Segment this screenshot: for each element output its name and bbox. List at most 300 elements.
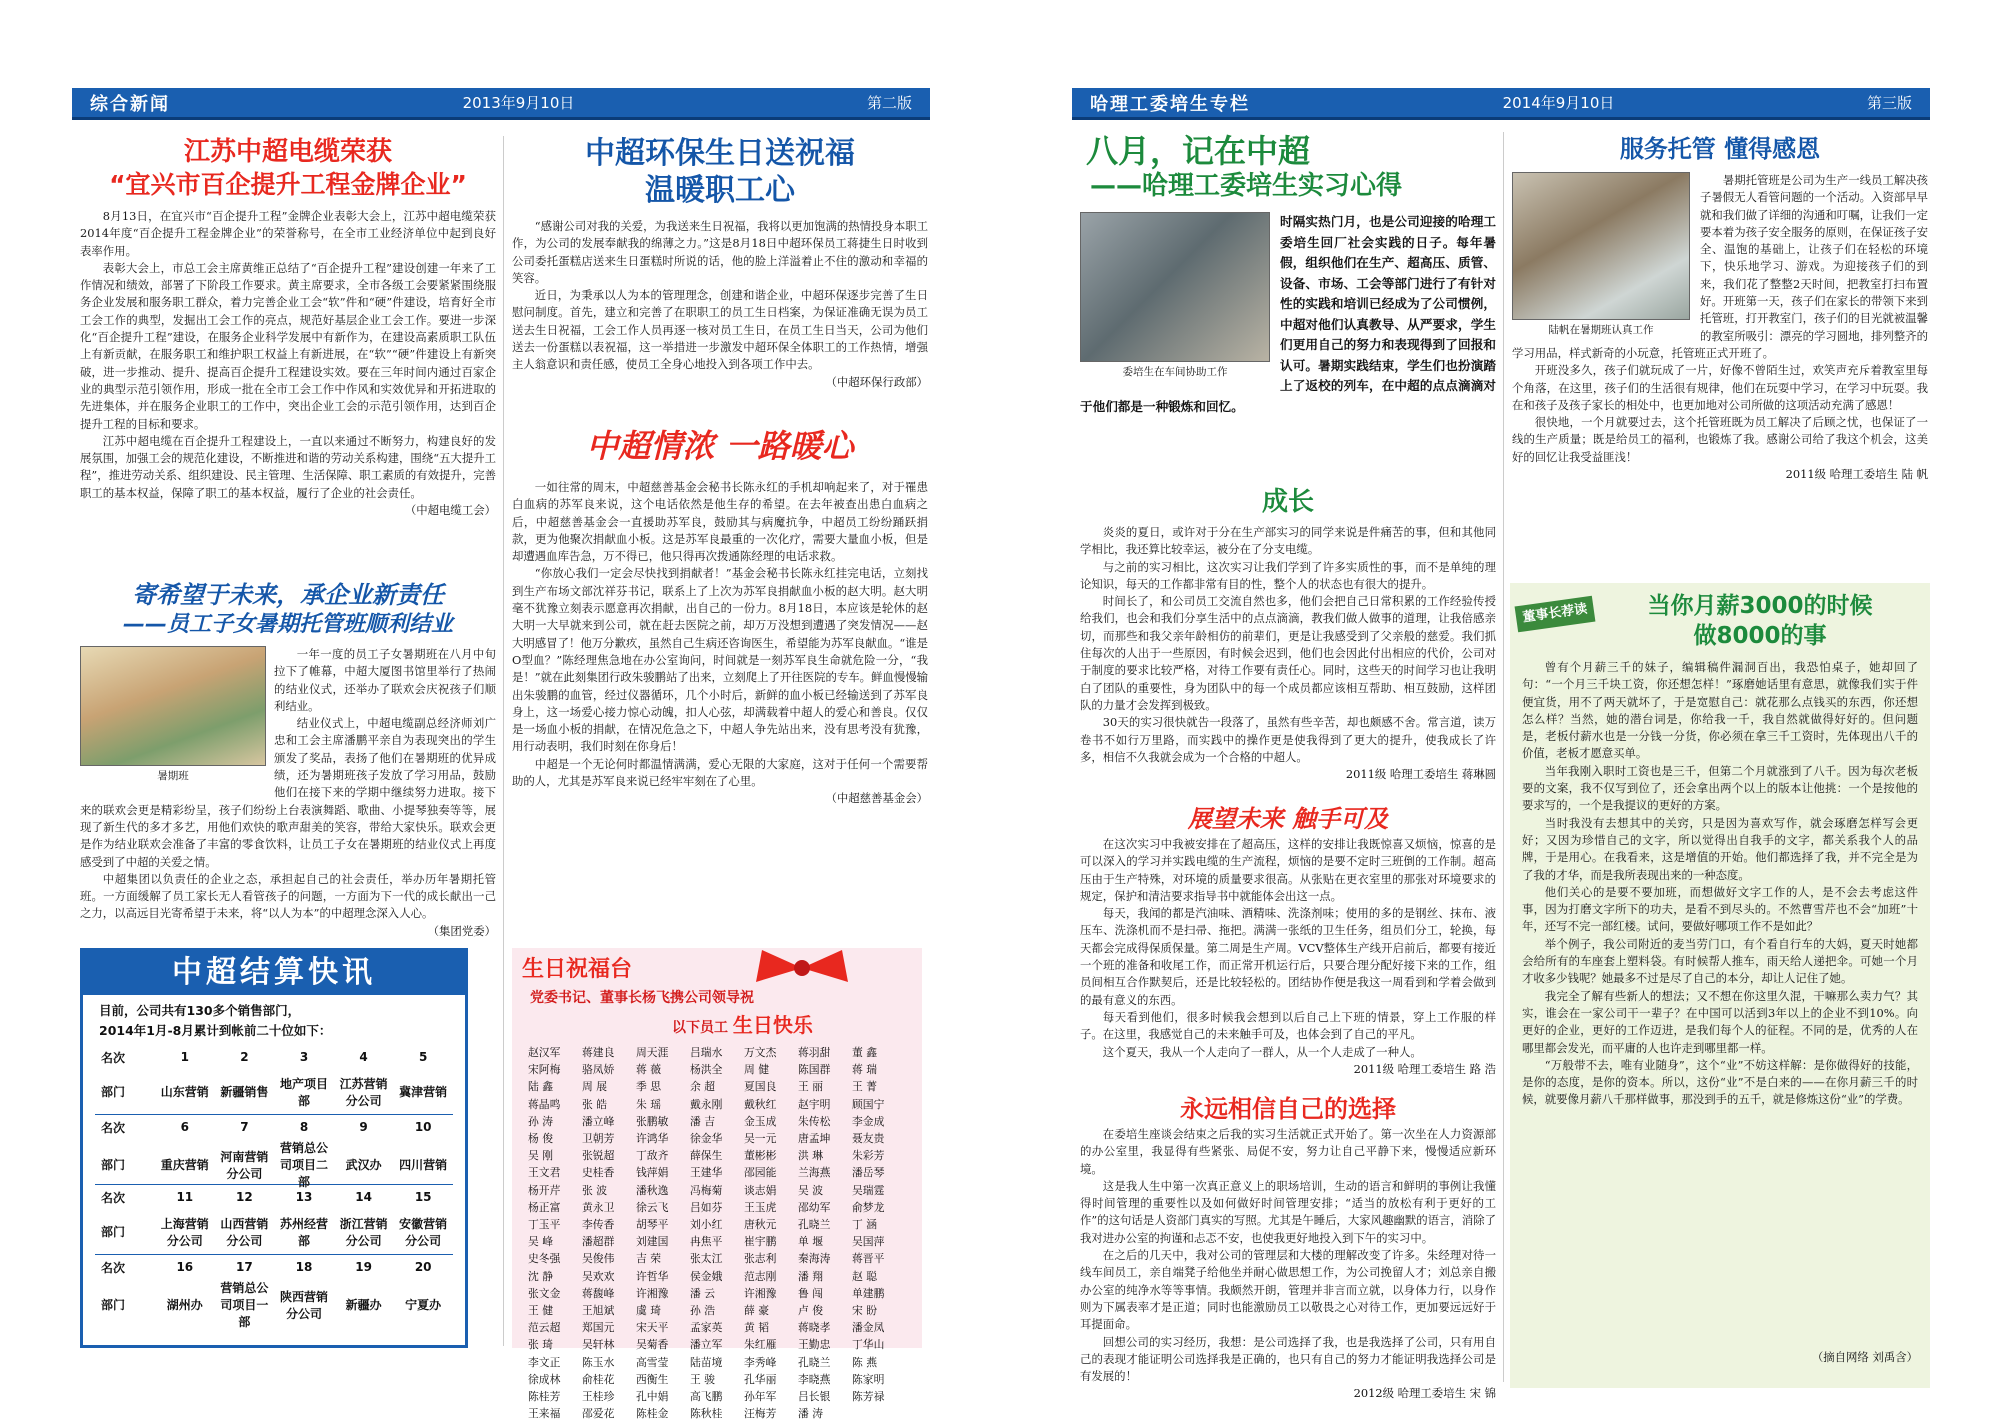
employee-name: 黄 韬 — [744, 1321, 770, 1335]
byline: （摘自网络 刘禹含） — [1811, 1350, 1918, 1364]
rank-cell: 14 — [355, 1190, 372, 1204]
intro-line: 2014年1月-8月累计到帐前二十位如下： — [99, 1023, 332, 1038]
rank-cell: 10 — [414, 1120, 432, 1134]
rank-row — [95, 1255, 453, 1279]
employee-name: 蒋 瑞 — [852, 1063, 878, 1077]
photo-caption: 暑期班 — [157, 770, 189, 782]
article-blood-donation — [512, 421, 928, 948]
article-award — [80, 136, 496, 602]
employee-name: 蒋馥峰 — [582, 1286, 615, 1300]
page-two — [72, 88, 930, 1421]
employee-name: 西衡生 — [636, 1372, 669, 1386]
dept-label: 部门 — [101, 1158, 126, 1172]
rank-cell: 18 — [295, 1260, 313, 1274]
rank-cell: 3 — [299, 1050, 309, 1064]
paragraph: 这是我人生中第一次真正意义上的职场培训，生动的语言和鲜明的事例让我懂得时间管理的重要性以及如何做好时间管理安排；“适当的放松有利于更好的工作”的这句话是人资部门真实的写照。尤其是午睡后，大家风趣幽默的语言，消除了我对进办公室的拘谨和忐忑不安，也使我更好地投入到下午的实习中。 — [1080, 1178, 1496, 1245]
rank-cell: 6 — [180, 1120, 189, 1134]
summer-class-photo — [80, 646, 266, 766]
recommended-reading-box — [1510, 583, 1930, 1388]
headline: 江苏中超电缆荣获 — [183, 137, 392, 167]
employee-name: 许鸿华 — [636, 1132, 669, 1146]
photo-block — [1512, 172, 1690, 340]
employee-name: 丁玉平 — [528, 1218, 561, 1232]
employee-name: 赵汉军 — [528, 1046, 561, 1059]
dept-label: 部门 — [101, 1225, 126, 1239]
employee-name: 赵 聪 — [852, 1269, 878, 1283]
employee-name: 徐云飞 — [636, 1200, 669, 1214]
dept-cell: 营销总公司项目二部 — [279, 1141, 328, 1189]
dept-cell: 新疆办 — [345, 1298, 382, 1312]
dept-cell: 江苏营销分公司 — [339, 1076, 388, 1108]
photo-caption: 委培生在车间协助工作 — [1122, 366, 1228, 378]
column-divider — [1503, 132, 1504, 1382]
dept-cell: 苏州经营部 — [279, 1216, 328, 1248]
employee-name: 邵幼军 — [798, 1200, 831, 1214]
paragraph: 每天看到他们，很多时候我会想到以后自己上下班的情景，穿上工作服的样子。在这里，我感觉自己的未来触手可及，也体会到了自己的平凡。 — [1080, 1009, 1496, 1042]
article-body — [1080, 524, 1496, 766]
rank-label: 名次 — [101, 1260, 126, 1275]
dept-cell: 湖州办 — [166, 1298, 203, 1312]
employee-name: 虞 琦 — [636, 1304, 662, 1318]
employee-name: 孙年军 — [744, 1390, 777, 1404]
rank-label: 名次 — [101, 1190, 126, 1205]
section-title: 综合新闻 — [90, 93, 170, 115]
paragraph: 他们关心的是要不要加班，而想做好文字工作的人，是不会去考虑这件事，因为打磨文字所下的功夫，是看不到尽头的。不然曹雪芹也不会“加班”十年，还写不完一部红楼。试问，要做好哪项工作不是如此？ — [1522, 884, 1918, 934]
section-title: 哈理工委培生专栏 — [1090, 93, 1250, 115]
dept-cell: 新疆销售 — [220, 1085, 269, 1099]
page-header — [72, 88, 930, 120]
headline-sub: ——员工子女暑期托管班顺利结业 — [122, 612, 453, 637]
dept-cell: 四川营销 — [399, 1158, 448, 1172]
employee-name: 洪 琳 — [798, 1149, 824, 1163]
birthday-subtitle-2 — [512, 1009, 922, 1038]
employee-name: 王建华 — [690, 1166, 723, 1180]
employee-name: 蒋建良 — [582, 1046, 615, 1059]
employee-name: 戴秋红 — [744, 1097, 777, 1111]
employee-name: 侯金娥 — [690, 1269, 723, 1283]
employee-name: 陆 鑫 — [528, 1080, 554, 1094]
byline: 2012级 哈理工委培生 宋 锦 — [1353, 1386, 1496, 1401]
paragraph: 暑期托管班是公司为生产一线员工解决孩子暑假无人看管问题的一个活动。入资部早早就和我们做了详细的沟通和叮嘱，让我们一定要本着为孩子安全服务的原则，在保证孩子安全、温饱的基础上，让孩子们在轻松的环境下，快乐地学习、游戏。为迎接孩子们的到来，我们花了整整2天时间，把教室打扫布置好。开班第一天，孩子们在家长的带领下来到托管班，打开教室门，孩子们的目光就被温馨的教室所吸引：漂亮的学习圆地，排列整齐的学习用品，样式新奇的小玩意，托管班正式开班了。 — [1512, 173, 1928, 360]
employee-name: 张文金 — [528, 1286, 561, 1300]
dept-row — [95, 1279, 453, 1329]
rank-cell: 5 — [419, 1050, 428, 1064]
box-title: 中超结算快讯 — [83, 951, 465, 995]
article-body — [512, 218, 928, 374]
employee-name: 吴轩林 — [582, 1338, 615, 1352]
employee-name: 陈家明 — [852, 1372, 885, 1386]
employee-name: 朱彩芳 — [852, 1149, 885, 1163]
employee-name: 孙 涛 — [528, 1114, 554, 1128]
workshop-photo — [1080, 212, 1270, 362]
employee-name: 唐秋元 — [744, 1218, 777, 1232]
employee-name: 潘 云 — [690, 1286, 716, 1300]
employee-name: 潘 翔 — [798, 1269, 824, 1283]
employee-name: 秦海涛 — [798, 1252, 831, 1266]
paragraph: 开班没多久，孩子们就玩成了一片，好像不曾陌生过，欢笑声充斥着教室里每个角落，在这里，孩子们的生活很有规律，他们在玩耍中学习，在学习中玩耍。我在和孩子及孩子家长的相处中，也更加地对公司所做的这项活动充满了感恩！ — [1512, 363, 1928, 412]
edition-label: 第二版 — [866, 94, 912, 112]
paragraph: 这个夏天，我从一个人走向了一群人，从一个人走成了一种人。 — [1102, 1044, 1422, 1059]
employee-name: 吴菊香 — [636, 1338, 669, 1352]
employee-name: 陈桂芳 — [528, 1390, 561, 1404]
employee-name: 陈桂金 — [636, 1407, 669, 1421]
dept-cell: 武汉办 — [345, 1158, 382, 1172]
employee-name: 蒋 薇 — [636, 1063, 662, 1077]
employee-name: 吕瑞水 — [690, 1046, 723, 1059]
employee-name: 史桂香 — [582, 1166, 615, 1180]
employee-name: 宋阿梅 — [528, 1063, 561, 1077]
rank-label: 名次 — [101, 1120, 126, 1135]
headline: 当你月薪3000的时候 — [1647, 593, 1873, 619]
employee-name: 潘 涛 — [798, 1407, 824, 1421]
employee-name: 丁 涵 — [852, 1218, 878, 1232]
photo-block — [80, 646, 266, 786]
employee-name: 史冬强 — [528, 1252, 561, 1266]
employee-name: 吴俊伟 — [582, 1252, 615, 1266]
employee-name: 卫朝芳 — [582, 1132, 615, 1146]
employee-name: 顾国宁 — [852, 1097, 885, 1111]
dept-cell: 冀津营销 — [399, 1085, 448, 1099]
employee-name: 陈 燕 — [852, 1355, 878, 1369]
employee-name: 李金成 — [852, 1114, 885, 1128]
rank-label: 名次 — [101, 1050, 126, 1065]
dept-cell: 山东营销 — [160, 1085, 209, 1099]
headline: 中超情浓 一路暖心 — [586, 427, 854, 465]
employee-name: 董 鑫 — [852, 1046, 878, 1059]
paragraph: 结业仪式上，中超电缆副总经济师刘广忠和工会主席潘鹏平亲自为表现突出的学生颁发了奖品，表扬了他们在暑期班的优异成绩，还为暑期班孩子发放了学习用品，鼓励他们在接下来的学期中继续努力进取。接下来的联欢会更是精彩纷呈，孩子们纷纷上台表演舞蹈、歌曲、小提琴独奏等等，展现了新生代的多才多艺，用他们欢快的歌声甜美的笑容，带给大家快乐。联欢会更是作为结业联欢会准备了丰富的零食饮料，让员工子女在暑期班的结业仪式上再度感受到了中超的关爱之情。 — [80, 716, 496, 869]
employee-name: 周 健 — [744, 1063, 770, 1077]
paragraph: 与之前的实习相比，这次实习让我们学到了许多实质性的事，而不是单纯的理论知识，每天的工作都非常有目的性，整个人的状态也有很大的提升。 — [1080, 559, 1496, 591]
employee-name: 骆凤娇 — [582, 1063, 615, 1077]
employee-name: 宋天平 — [636, 1321, 669, 1335]
settlement-news-box — [80, 948, 468, 1348]
employee-name: 杨洪全 — [690, 1063, 723, 1077]
rank-cell: 12 — [236, 1190, 253, 1204]
employee-name: 杨开芹 — [528, 1183, 561, 1197]
article-future — [1080, 802, 1496, 1088]
names-list — [528, 1044, 906, 1422]
employee-name: 谈志娟 — [744, 1183, 777, 1197]
headline: 服务托管 懂得感恩 — [1619, 135, 1821, 163]
employee-name: 周天涯 — [636, 1046, 669, 1059]
employee-name: 吴 刚 — [528, 1149, 554, 1163]
dept-row — [95, 1209, 453, 1255]
employee-name: 宋 盼 — [852, 1304, 878, 1318]
headline-sub: 温暖职工心 — [645, 173, 795, 208]
intro-text: 时隔实热门月，也是公司迎接的哈理工委培生回厂社会实践的日子。每年暑假，组织他们在生产、超高压、质管、设备、市场、工会等部门进行了有针对性的实践和培训已经成为了公司惯例，中超对他们认真教导、从严要求，学生们更用自己的努力和表现得到了回报和认可。暑期实践结束，学生们也扮演踏上了返校的列车，在中超的点点滴滴对于他们都是一种锻炼和回忆。 — [1080, 214, 1496, 414]
employee-name: 张 波 — [582, 1183, 608, 1197]
article-growth — [1080, 484, 1496, 802]
employee-name: 李晓燕 — [798, 1372, 831, 1386]
employee-name: 蒋羽甜 — [798, 1046, 831, 1059]
employee-name: 俞梦龙 — [852, 1200, 885, 1214]
employee-name: 张 皓 — [582, 1097, 608, 1111]
article-august — [1080, 132, 1496, 480]
paragraph: 一如往常的周末，中超慈善基金会秘书长陈永红的手机却响起来了，对于罹患白血病的苏军良来说，这个电话依然是他生存的希望。在去年被查出患白血病之后，中超慈善基金会一直援助苏军良，鼓励其与病魔抗争，中超员工纷纷踊跃捐款，更为他聚次捐献血小板。这是苏军良最重的一次化疗，需要大量血小板，但是却遭遇血库告急，万不得已，他只得再次拨通陈经理的电话求救。 — [512, 480, 928, 564]
employee-name: 俞桂花 — [582, 1372, 615, 1386]
article-body — [512, 479, 928, 790]
employee-name: 周 展 — [582, 1080, 608, 1094]
ribbon-bow-icon — [742, 948, 862, 988]
employee-name: 孔晓兰 — [798, 1355, 831, 1369]
employee-name: 金玉成 — [744, 1114, 777, 1128]
paragraph: 炎炎的夏日，或许对于分在生产部实习的同学来说是件痛苦的事，但和其他同学相比，我还算比较幸运，被分在了分支电缆。 — [1080, 525, 1496, 557]
employee-name: 许湘豫 — [636, 1286, 669, 1300]
dept-row — [95, 1069, 453, 1115]
employee-name: 范志刚 — [744, 1269, 777, 1283]
rank-row — [95, 1115, 453, 1139]
employee-name: 潘立军 — [690, 1338, 723, 1352]
employee-name: 张 琦 — [528, 1338, 554, 1352]
headline: 永远相信自己的选择 — [1180, 1095, 1396, 1123]
birthday-box — [512, 948, 922, 1421]
dept-cell: 营销总公司项目一部 — [220, 1281, 269, 1329]
employee-name: 唐孟坤 — [798, 1132, 831, 1146]
rank-cell: 17 — [236, 1260, 253, 1274]
box-intro — [83, 995, 465, 1045]
headline-sub: “宜兴市百企提升工程金牌企业” — [109, 170, 467, 199]
rank-cell: 20 — [414, 1260, 432, 1274]
dept-cell: 安徽营销分公司 — [399, 1216, 448, 1248]
employee-name: 许哲华 — [636, 1269, 669, 1283]
rank-cell: 7 — [240, 1120, 249, 1134]
byline: （集团党委） — [427, 923, 496, 938]
headline: 八月，记在中超 — [1086, 132, 1311, 170]
paragraph: 我完全了解有些新人的想法；又不想在你这里久混，干嘛那么卖力气？其实，谁会在一家公司干一辈子？在中国可以活到3年以上的企业不到10%。向更好的企业，更好的工作迈进，是我们每个人的征程。不同的是，优秀的人在哪里都会发光，而平庸的人也许走到哪里都一样。 — [1522, 988, 1918, 1055]
paragraph: 8月13日，在宜兴市“百企提升工程”金牌企业表彰大会上，江苏中超电缆荣获2014年度“百企提升工程金牌企业”的荣誉称号，在全市工业经济单位中起到良好表率作用。 — [80, 209, 496, 258]
recommend-badge: 董事长荐读 — [1515, 596, 1596, 633]
article-choice — [1080, 1092, 1496, 1401]
employee-name: 潘 吉 — [690, 1114, 716, 1128]
employee-name: 吴 峰 — [528, 1235, 554, 1249]
employee-name: 杨 俊 — [528, 1132, 554, 1146]
employee-name: 范云超 — [528, 1321, 561, 1335]
dept-cell: 重庆营销 — [160, 1158, 209, 1172]
employee-name: 杨正富 — [528, 1200, 561, 1214]
dept-cell: 上海营销分公司 — [160, 1216, 209, 1248]
employee-name: 王文君 — [528, 1166, 561, 1180]
employee-name: 邵爱花 — [582, 1407, 615, 1421]
column-divider — [503, 136, 504, 1346]
employee-name: 沈 静 — [528, 1269, 554, 1283]
classroom-photo — [1512, 172, 1690, 320]
employee-name: 孔晓兰 — [798, 1218, 831, 1232]
employee-name: 丁敌齐 — [636, 1149, 669, 1163]
article-body — [1510, 659, 1930, 1349]
employee-name: 李文正 — [528, 1355, 561, 1369]
rank-cell: 11 — [176, 1190, 194, 1204]
headline: 成长 — [1261, 487, 1314, 517]
employee-name: 王 健 — [528, 1304, 554, 1318]
employee-name: 陈秋桂 — [690, 1407, 723, 1421]
paragraph: 很快地，一个月就要过去，这个托管班既为员工解决了后顾之忧，也保证了一线的生产质量；既是给员工的福利，也锻炼了我。感谢公司给了我这个机会，这美好的回忆让我受益匪浅！ — [1512, 415, 1928, 464]
employee-name: 王来福 — [528, 1407, 561, 1421]
paragraph: “万般带不去，唯有业随身”，这个“业”不妨这样解：是你做得好的技能，是你的态度，是你的资本。所以，这份“业”不是白来的——在你月薪三千的时候，就要像月薪八千那样做事，那没到手的五千，就是修炼这份“业”的学费。 — [1522, 1057, 1918, 1107]
employee-name: 陈玉水 — [582, 1355, 615, 1369]
rank-cell: 13 — [295, 1190, 313, 1204]
byline: 2011级 哈理工委培生 陆 帆 — [1785, 467, 1928, 482]
paragraph: 回想公司的实习经历，我想：是公司选择了我，也是我选择了公司，只有用自己的表现才能证明公司选择我是正确的，也只有自己的努力才能证明我选择公司是有发展的！ — [1080, 1334, 1496, 1384]
byline: （中超慈善基金会） — [825, 791, 928, 806]
paragraph: 中超集团以负责任的企业之态，承担起自己的社会责任，举办历年暑期托管班。一方面缓解了员工家长无人看管孩子的问题，一方面为下一代的成长献出一己之力，以高远目光寄希望于未来，将“以人为本”的中超理念深入人心。 — [80, 871, 496, 921]
employee-name: 徐成林 — [528, 1372, 561, 1386]
employee-name: 徐金华 — [690, 1132, 723, 1146]
dept-cell: 宁夏办 — [405, 1298, 442, 1312]
birthday-happy: 生日快乐 — [732, 1013, 813, 1037]
article-body — [1080, 836, 1496, 1061]
employee-name: 黄永卫 — [582, 1200, 615, 1214]
issue-date: 2013年9月10日 — [462, 94, 575, 112]
paragraph: 近日，为秉承以人为本的管理理念，创建和谐企业，中超环保逐步完善了生日慰问制度。首先，建立和完善了在职职工的员工生日档案，为保证准确无误为员工送去生日祝福，工会工作人员再逐一核对员工生日，在员工生日当天，公司为他们送去一份蛋糕以表祝福，这一举措进一步激发中超环保全体职工的工作热情，增强主人翁意识和责任感，使员工全身心地投入到各项工作中去。 — [512, 288, 928, 372]
article-summer-class — [80, 580, 496, 948]
employee-name: 夏国良 — [744, 1080, 777, 1094]
employee-name: 吴国萍 — [852, 1235, 885, 1249]
issue-date: 2014年9月10日 — [1502, 94, 1615, 112]
rank-cell: 1 — [180, 1050, 189, 1064]
employee-name: 朱 瑶 — [636, 1097, 662, 1111]
employee-name: 薛保生 — [690, 1149, 723, 1163]
employee-name: 董彬彬 — [744, 1149, 777, 1163]
employee-name: 吉 荣 — [636, 1252, 662, 1266]
employee-name: 陈国群 — [798, 1063, 831, 1077]
employee-name: 陈芳禄 — [852, 1390, 885, 1404]
employee-name: 兰海燕 — [798, 1166, 831, 1180]
employee-name: 卢 俊 — [798, 1304, 824, 1318]
employee-name: 张鹏敏 — [636, 1114, 669, 1128]
paragraph: 当年我刚入职时工资也是三千，但第二个月就涨到了八千。因为每次老板要的文案，我不仅写到位了，还会拿出两个以上的版本让他挑：一个是按他的要求写的，一个是我提议的更好的方案。 — [1522, 763, 1918, 813]
employee-name: 朱红雁 — [744, 1338, 777, 1352]
photo-caption: 陆帆在暑期班认真工作 — [1548, 324, 1654, 336]
employee-name: 吴欢欢 — [582, 1269, 615, 1283]
employee-name: 单 堰 — [798, 1235, 824, 1249]
page-three — [1072, 88, 1930, 1401]
dept-cell: 陕西营销分公司 — [279, 1289, 328, 1321]
employee-name: 刘小红 — [690, 1218, 723, 1232]
rank-cell: 4 — [359, 1050, 368, 1064]
paragraph: 举个例子，我公司附近的麦当劳门口，有个看自行车的大妈，夏天时她都会给所有的车座套上塑料袋。有时候帮人推车，雨天给人递把伞。可她一个月才收多少钱呢？她最多不过是尽了自己的本分，却让人记住了她。 — [1522, 936, 1918, 986]
byline: （中超环保行政部） — [825, 374, 928, 389]
employee-name: 孔华丽 — [744, 1372, 777, 1386]
employee-name: 王勤忠 — [798, 1338, 831, 1352]
rank-row — [95, 1045, 453, 1069]
employee-name: 张志利 — [744, 1252, 777, 1266]
employee-name: 王 丽 — [798, 1080, 824, 1094]
employee-name: 鲁 闯 — [798, 1286, 824, 1300]
article-body — [80, 208, 496, 502]
employee-name: 高飞鹏 — [690, 1390, 723, 1404]
paragraph: 当时我没有去想其中的关窍，只是因为喜欢写作，就会琢磨怎样写会更好；又因为珍惜自己的文字，所以觉得出自我手的文字，都关系我个人的品牌，于是用心。在我看来，这是增值的开始。他们都选择了我，并不完全是为了我的才华，而是我所表现出来的一种态度。 — [1522, 815, 1918, 882]
paragraph: 每天，我闻的都是汽油味、酒精味、洗涤剂味；使用的多的是钢丝、抹布、液压车、洗涤机而不是扫帚、拖把。满满一张纸的卫生任务，组员们分工，轮换，每天都会完成得保质保量。第二周是生产周。VCV整体生产线开启前后，都要有接近一个班的准备和收尾工作，而正常开机运行后，只要合理分配好接下来的工作，组员间相互合作默契后，还是比较轻松的。团结协作便是我这一周看到和学着会做到的最有意义的东西。 — [1080, 906, 1496, 1007]
rank-cell: 15 — [414, 1190, 432, 1204]
employee-name: 潘金凤 — [852, 1321, 885, 1335]
paragraph: 曾有个月薪三千的妹子，编辑稿件漏洞百出，我恐怕桌子，她却回了句：“一个月三千块工资，你还想怎样！”琢磨她话里有意思，就像我们实于件便宜货，用不了两天就坏了，于是宽慰自己：就花那么点钱买的东西，你还想怎么样？当然，她的潜台词是，你给我一千，我自然就做得好好的。但问题是，老板付薪水也是一分钱一分货，你必须在拿三千工资时，先体现出八千的价值，老板才愿意买单。 — [1522, 660, 1918, 761]
birthday-title: 生日祝福台 — [522, 957, 633, 982]
rank-cell: 8 — [299, 1120, 309, 1134]
article-birthday-care — [512, 136, 928, 421]
byline: 2011级 哈理工委培生 蒋琳圆 — [1345, 767, 1496, 782]
article-service — [1512, 132, 1928, 572]
employee-name: 季 思 — [636, 1080, 662, 1094]
paragraph: 在这次实习中我被安排在了超高压，这样的安排让我既惊喜又烦恼，惊喜的是可以深入的学习并实践电缆的生产流程，烦恼的是要不定时三班倒的工作制。超高压由于生产特殊，对环境的质量要求很高。从张贴在更衣室里的那张对环境要求的规定，保护和清洁要求指导书中就能体会出这一点。 — [1080, 837, 1496, 903]
employee-name: 赵宇明 — [798, 1097, 831, 1111]
employee-name: 王 骏 — [690, 1372, 716, 1386]
employee-name: 刘建国 — [636, 1235, 669, 1249]
employee-name: 朱传松 — [798, 1114, 831, 1128]
photo-block — [1080, 212, 1270, 380]
dept-cell: 山西营销分公司 — [220, 1216, 269, 1248]
employee-name: 蒋晓孝 — [798, 1321, 831, 1335]
dept-cell: 浙江营销分公司 — [339, 1216, 388, 1248]
employee-name: 薛 豪 — [744, 1304, 770, 1318]
employee-name: 许湘豫 — [744, 1286, 777, 1300]
paragraph: 江苏中超电缆在百企提升工程建设上，一直以来通过不断努力，构建良好的发展氛围，加强工会的规范化建设，不断推进和谐的劳动关系构建，围绕“五大提升工程”，推进劳动关系、组织建设、民主管理、生活保障、职工素质的有效提升，完善职工的基本权益，保障了职工的基本权益，履行了企业的社会责任。 — [80, 433, 496, 500]
paragraph: “你放心我们一定会尽快找到捐献者！”基金会秘书长陈永红挂完电话，立刻找到生产布场文部沈祥芬书记，联系上了上次为苏军良捐献血小板的赵大明。赵大明毫不犹豫立刻表示愿意再次捐献，出自己的一份力。8月18日，本应该是轮休的赵大明一大早就来到公司，就在赶去医院之前，却万万没想到遭遇了突发情况——赵大明感冒了！他万分歉疚，虽然自己生病还咨询医生，希望能为苏军良献血。“谁是O型血？”陈经理焦急地在办公室询问，时间就是一刻苏军良生命就危险一分，“我是！”就在此刻集团行政朱骏鹏站了出来，立刻爬上了开往医院的专车。鲜血慢慢输出朱骏鹏的血管，经过仪器循环，几个小时后，新鲜的血小板已经输送到了苏军良身上，这一场爱心接力惊心动魄，扣人心弦，却满载着中超人的爱心和善良。仅仅是一场血小板的捐献，在情况危急之下，中超人争先站出来，没有思考没有犹豫，用行动表明，我们时刻在你身后！ — [512, 566, 928, 754]
employee-name: 孙 浩 — [690, 1304, 716, 1318]
paragraph: 在委培生座谈会结束之后我的实习生活就正式开始了。第一次坐在人力资源部的办公室里，我显得有些紧张、局促不安，努力让自己平静下来，慢慢适应新环境。 — [1080, 1127, 1496, 1176]
article-body — [1080, 1126, 1496, 1385]
employee-name: 聂友贵 — [852, 1132, 885, 1146]
paragraph: 中超是一个无论何时都温情满满，爱心无限的大家庭，这对于任何一个需要帮助的人，尤其是苏军良来说已经牢牢刻在了心里。 — [512, 756, 928, 789]
paragraph: 时间长了，和公司员工交流自然也多，他们会把自己日常积累的工作经验传授给我们，也会和我们分享生活中的点点滴滴，教我们做人做事的道理，让我倍感亲切，而那些和我父亲年龄相仿的前辈们，更是让我感受到了父亲般的慈爱。我们抓住每次的人出于一些原因，有时候会迟到，他们也会因此付出相应的代价，公司对于制度的要求比较严格，对待工作要有责任心。同时，这些天的时间学习也让我明白了团队的重要性，身为团队中的每一个成员都应该相互帮助、相互鼓励，这样团队的力量才会发挥到极致。 — [1080, 594, 1496, 712]
employee-name: 王 菁 — [852, 1080, 878, 1094]
employee-name: 潘超群 — [582, 1235, 615, 1249]
edition-label: 第三版 — [1866, 94, 1912, 112]
dept-row — [95, 1139, 453, 1189]
employee-name: 吴一元 — [744, 1132, 777, 1146]
headline-sub: ——哈理工委培生实习心得 — [1090, 171, 1403, 201]
employee-name: 冉焦平 — [690, 1235, 723, 1249]
birthday-sub-text: 以下员工 — [672, 1020, 728, 1036]
employee-name: 张锐超 — [582, 1149, 615, 1163]
employee-name: 单建鹏 — [852, 1286, 885, 1300]
employee-name: 孔中娟 — [636, 1390, 669, 1404]
headline: 中超环保生日送祝福 — [585, 136, 855, 171]
employee-name: 陆苗境 — [690, 1355, 723, 1369]
employee-name: 汪梅芳 — [744, 1407, 777, 1421]
byline: （中超电缆工会） — [404, 503, 496, 518]
employee-name: 王桂珍 — [582, 1390, 615, 1404]
paragraph: 表彰大会上，市总工会主席黄维正总结了“百企提升工程”建设创建一年来了工作情况和绩效，部署了下阶段工作要求。黄主席要求，全市各级工会要紧紧围绕服务企业发展和服务职工群众，着力完善企业工会“软”件和“硬”件建设，培育好全市工会工作的典型，发掘出工会工作的亮点，规范好基层企业工会工作。要进一步深化“百企提升工程”建设，在服务企业科学发展中有新作为，在建设高素质职工队伍上有新贡献，在服务职工和维护职工权益上有新进展，在“软”“硬”件建设上有新突破，进一步推动、提升、提高百企提升工程建设实效。要在三年时间内通过百家企业的典型示范引领作用，形成一批在全市工会工作中作风和实效优异和开拓进取的先进集体，并在服务企业职工的工作中，突出企业工会的示范引领作用，达到百企提升工程的目标和要求。 — [80, 260, 496, 431]
dept-label: 部门 — [101, 1298, 126, 1312]
headline: 展望未来 触手可及 — [1187, 805, 1389, 833]
employee-name: 冯梅菊 — [690, 1183, 723, 1197]
dept-label: 部门 — [101, 1085, 126, 1099]
paragraph: 一年一度的员工子女暑期班在八月中旬拉下了帷幕，中超大厦图书馆里举行了热闹的结业仪式，还举办了联欢会庆祝孩子们顺利结业。 — [274, 647, 496, 713]
intro-line: 目前，公司共有130多个销售部门， — [99, 1003, 301, 1018]
headline: 寄希望于未来，承企业新责任 — [132, 581, 444, 609]
employee-name: 李秀峰 — [744, 1355, 777, 1369]
paragraph: “感谢公司对我的关爱，为我送来生日祝福，我将以更加饱满的热情投身本职工作，为公司的发展奉献我的绵薄之力。”这是8月18日中超环保员工蒋捷生日时收到公司委托蛋糕店送来生日蛋糕时所说的话，他的脸上洋溢着止不住的激动和幸福的笑容。 — [512, 219, 928, 285]
employee-name: 余 超 — [690, 1080, 716, 1094]
employee-name: 邵园能 — [744, 1166, 777, 1180]
byline: 2011级 哈理工委培生 路 浩 — [1353, 1061, 1496, 1076]
employee-name: 吴瑞霆 — [852, 1183, 885, 1197]
rank-cell: 19 — [355, 1260, 372, 1274]
employee-name: 高雪莹 — [636, 1355, 669, 1369]
employee-name: 张太江 — [690, 1252, 723, 1266]
employee-name: 蒋晶鸣 — [528, 1097, 561, 1111]
paragraph: 30天的实习很快就告一段落了，虽然有些辛苦，却也颇感不舍。常言道，读万卷书不如行万里路，而实践中的操作更是使我得到了更大的提升，使我成长了许多，相信不久我就会成为一个合格的中超人。 — [1080, 715, 1496, 764]
employee-name: 潘岳琴 — [852, 1166, 885, 1180]
employee-name: 吕如芬 — [690, 1200, 723, 1214]
employee-name: 潘立峰 — [582, 1114, 615, 1128]
rank-cell: 2 — [240, 1050, 249, 1064]
dept-cell: 地产项目部 — [279, 1076, 328, 1108]
headline-sub: 做8000的事 — [1693, 623, 1827, 649]
employee-name: 孟家英 — [690, 1321, 723, 1335]
birthday-subtitle: 党委书记、董事长杨飞携公司领导祝 — [530, 990, 754, 1006]
employee-name: 吴 波 — [798, 1183, 824, 1197]
